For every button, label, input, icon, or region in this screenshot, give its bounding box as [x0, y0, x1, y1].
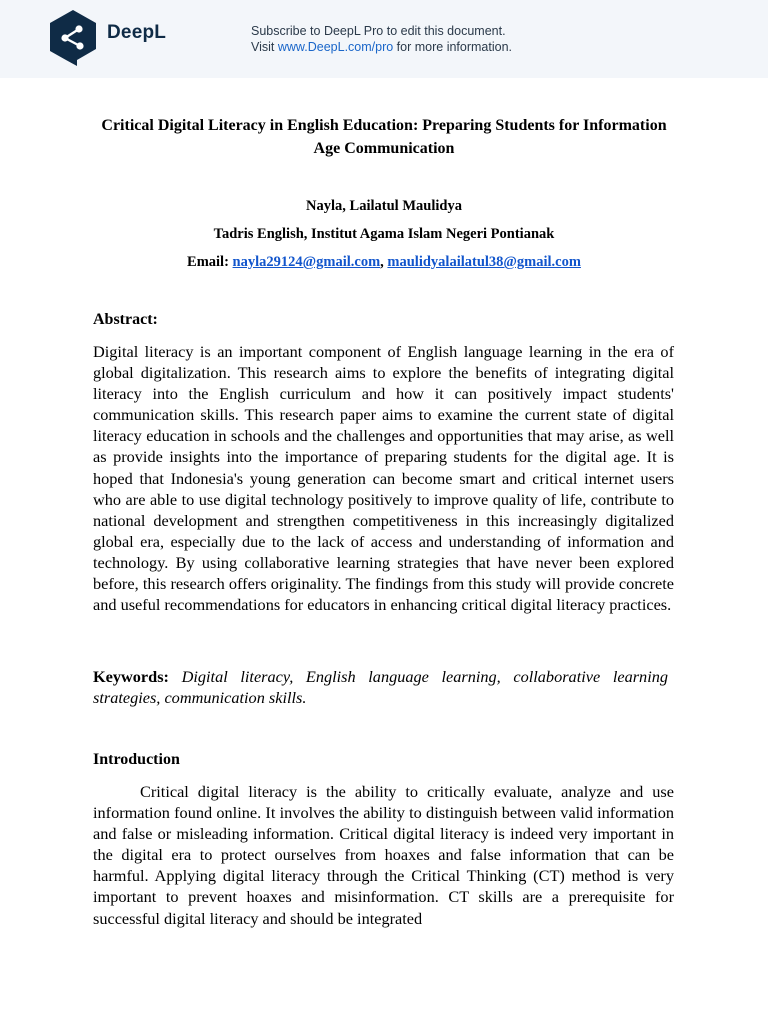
deepl-logo-icon[interactable]: [47, 9, 99, 67]
promo-suffix: for more information.: [393, 40, 512, 54]
email-link-1[interactable]: nayla29124@gmail.com: [232, 254, 381, 270]
promo-line-1: Subscribe to DeepL Pro to edit this document.: [251, 24, 506, 38]
email-line: [90, 253, 678, 271]
promo-link[interactable]: www.DeepL.com/pro: [277, 40, 394, 54]
email-separator: ,: [380, 254, 384, 270]
paper-affiliation: Tadris English, Institut Agama Islam Negeri Pontianak: [213, 226, 555, 242]
promo-line-2: [251, 39, 512, 55]
keywords: [93, 666, 668, 708]
paper-authors: Nayla, Lailatul Maulidya: [306, 198, 462, 214]
abstract-text: Digital literacy is an important component of English language learning in the era of global digitalization. This research aims to explore the benefits of integrating digital literacy into the English curriculum and how it can positively impact students' communication skills. This research paper aims to examine the current state of digital literacy education in schools and the challenges and opportunities that may arise, as well as provide insights into the importance of preparing students for the digital age. It is hoped that Indonesia's young generation can become smart and critical internet users who are able to use digital technology positively to improve quality of life, contribute to national development and strengthen competitiveness in this increasingly digitalized global era, especially due to the lack of access and understanding of information and technology. By using collaborative learning strategies that have never been explored before, this research offers originality. The findings from this study will provide concrete and useful recommendations for educators in enhancing critical digital literacy practices.: [93, 342, 674, 615]
introduction-heading: Introduction: [93, 751, 180, 768]
abstract-heading: Abstract:: [93, 311, 158, 328]
paper-title: Critical Digital Literacy in English Education: Preparing Students for Information Age Communication: [101, 117, 667, 157]
promo-text: [251, 23, 512, 55]
keywords-text: Digital literacy, English language learning, collaborative learning strategies, communication skills.: [93, 667, 668, 708]
brand-name: DeepL: [107, 22, 167, 43]
introduction-text: Critical digital literacy is the ability to critically evaluate, analyze and use information found online. It involves the ability to distinguish between valid information and false or misleading information. Critical digital literacy is indeed very important in the digital era to protect ourselves from hoaxes and false information that can be harmful. Applying digital literacy through the Critical Thinking (CT) method is very important to prevent hoaxes and misinformation. CT skills are a prerequisite for successful digital literacy and should be integrated: [93, 782, 674, 928]
email-link-2[interactable]: maulidyalailatul38@gmail.com: [387, 254, 581, 270]
promo-prefix: Visit: [251, 40, 278, 54]
email-label: Email:: [187, 254, 229, 270]
keywords-label: Keywords:: [93, 667, 169, 686]
deepl-banner: [0, 0, 768, 78]
